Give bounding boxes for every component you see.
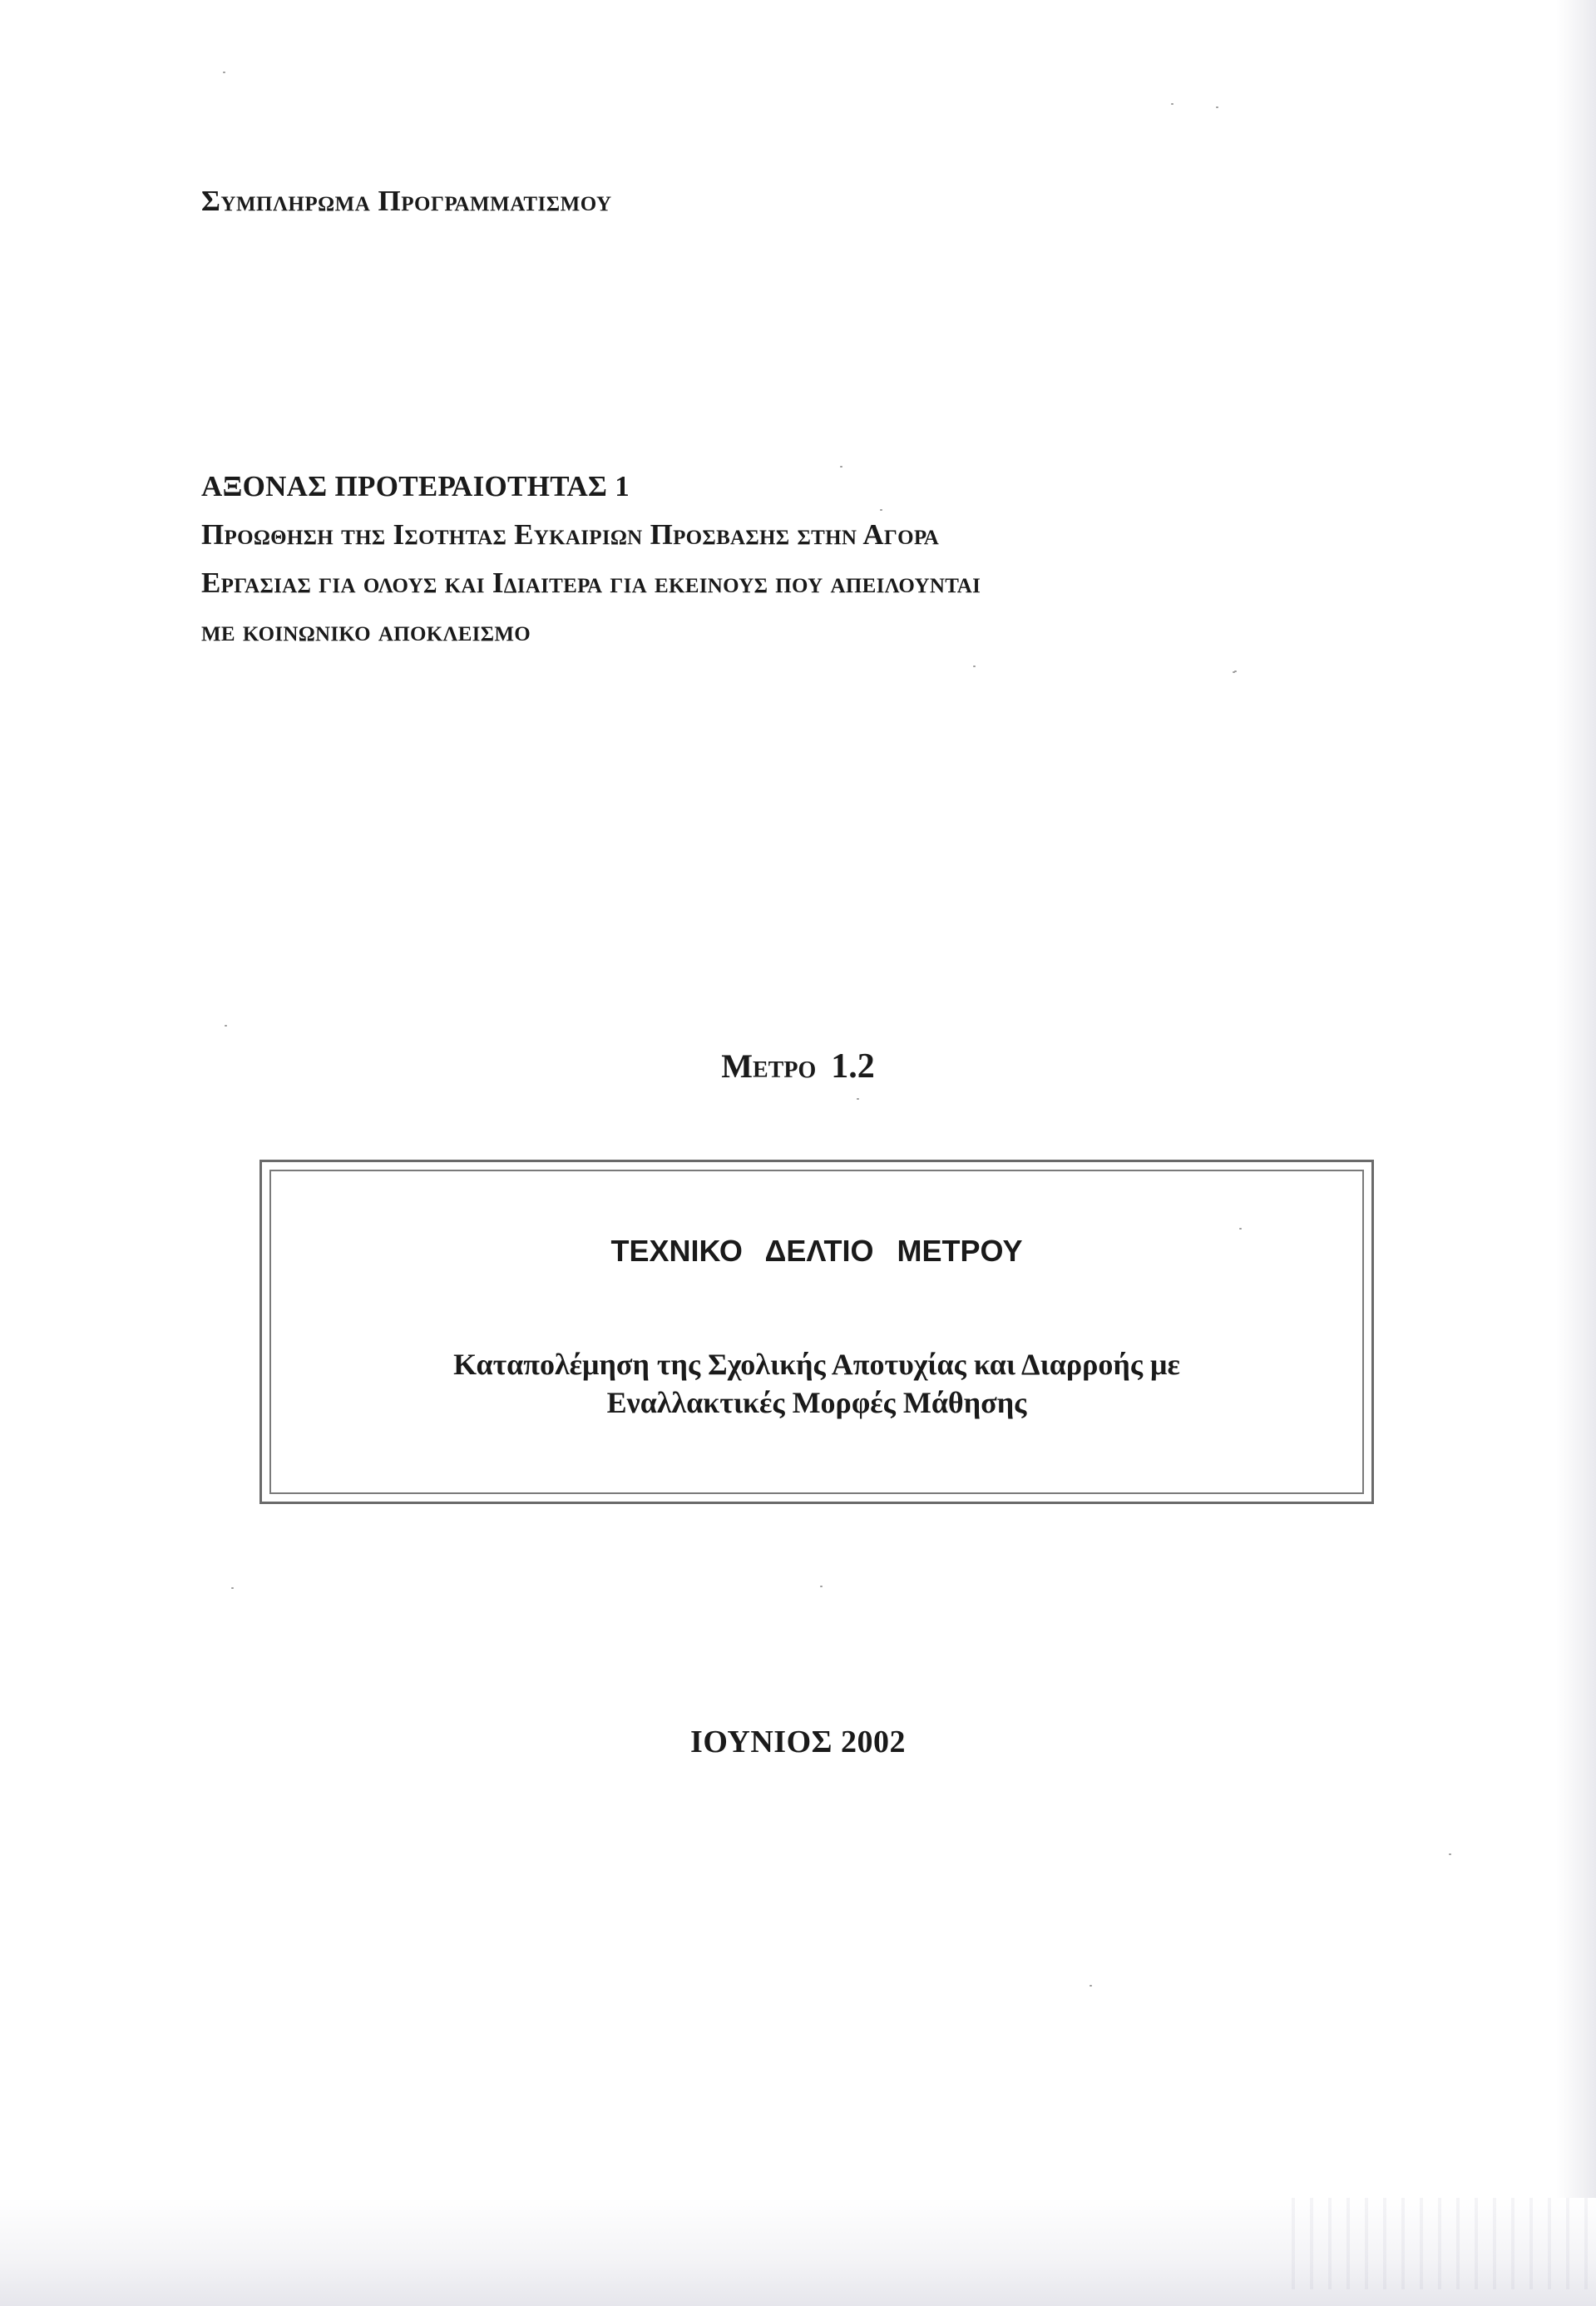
measure-number: 1.2	[831, 1047, 875, 1086]
measure-label: Μετρο	[721, 1047, 817, 1085]
scan-edge-right	[1556, 0, 1596, 2306]
technical-sheet-subtitle	[262, 1345, 1371, 1422]
scan-bleed-through	[1292, 2198, 1591, 2289]
technical-sheet-inner-frame	[269, 1170, 1364, 1494]
priority-axis-line-2: Εργασιας για ολους και Ιδιαιτερα για εκεινους που απειλουνται	[201, 567, 981, 599]
technical-sheet-subtitle-line-2: Εναλλακτικές Μορφές Μάθησης	[606, 1386, 1027, 1419]
priority-axis-line-1: Προωθηση της Ισοτητας Ευκαιριων Προσβασης στην Αγορα	[201, 518, 940, 551]
technical-sheet-subtitle-line-1: Καταπολέμηση της Σχολικής Αποτυχίας και Διαρροής με	[453, 1348, 1180, 1381]
technical-sheet-title: ΤΕΧΝΙΚΟ ΔΕΛΤΙΟ ΜΕΤΡΟΥ	[610, 1234, 1023, 1268]
priority-axis-title: ΑΞΟΝΑΣ ΠΡΟΤΕΡΑΙΟΤΗΤΑΣ 1	[201, 470, 630, 502]
priority-axis-block	[201, 463, 1366, 656]
document-header: Συμπληρωμα Προγραμματισμου	[201, 185, 612, 217]
technical-sheet-box	[259, 1160, 1374, 1504]
document-date: ΙΟΥΝΙΟΣ 2002	[690, 1725, 906, 1759]
priority-axis-line-3: με κοινωνικο αποκλεισμο	[201, 615, 531, 647]
measure-heading	[0, 1047, 1596, 1086]
